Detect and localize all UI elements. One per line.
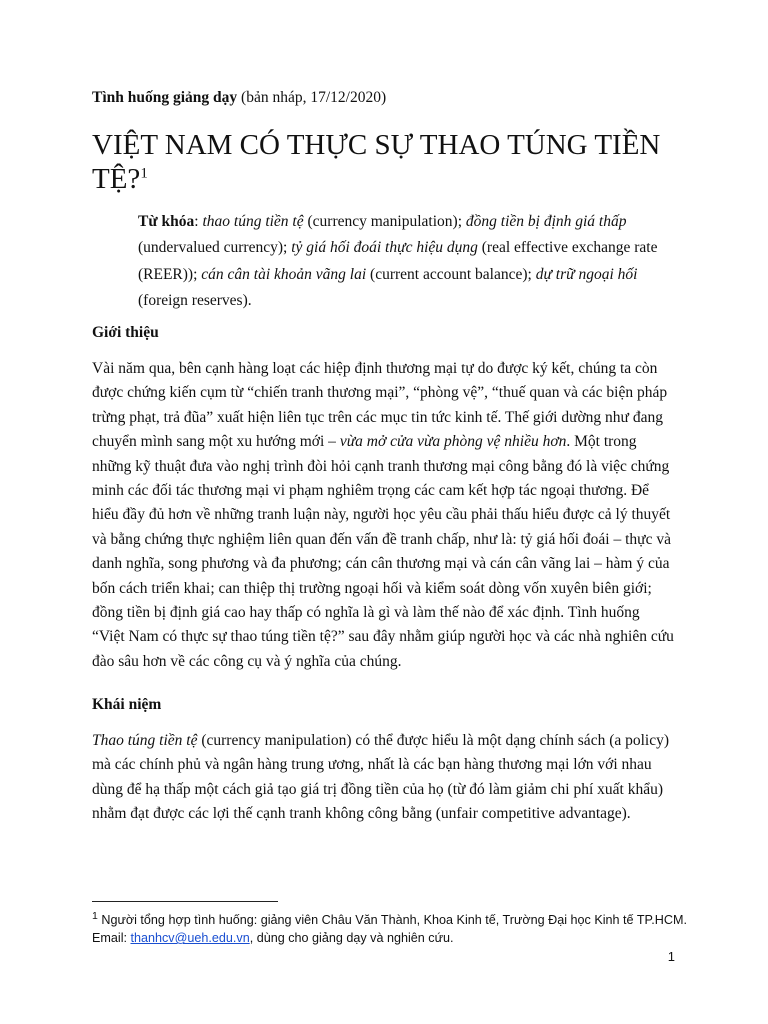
page-number: 1 (667, 949, 675, 964)
footnote-marker: 1 (92, 910, 98, 922)
footnote-divider (92, 901, 278, 902)
keyword-gloss: (current account balance); (366, 265, 536, 283)
case-label-bold: Tình huống giảng dạy (92, 89, 238, 106)
document-title (92, 128, 692, 196)
keyword-gloss: (currency manipulation); (303, 213, 466, 230)
keywords-sep: : (194, 213, 203, 230)
keyword-term: dự trữ ngoại hối (535, 265, 638, 283)
keyword-gloss: (undervalued currency); (138, 239, 292, 257)
keyword-gloss: (foreign reserves). (138, 292, 252, 310)
intro-text-italic: vừa mở cửa vừa phòng vệ nhiều hơn (339, 433, 567, 451)
concept-paragraph (92, 729, 676, 827)
keyword-gloss: (real effective exchange rate (REER)); (138, 239, 658, 283)
email-link[interactable]: thanhcv@ueh.edu.vn (130, 931, 250, 946)
concept-text: (currency manipulation) có thể được hiểu là một dạng chính sách (a policy) mà các chính phủ và ngân hàng trung ương, nhất là các bạn hàng thương mại lớn với nhau dùng để hạ thấp một cách giả tạo giá trị đồng tiền của họ (từ đó làm giảm chi phí xuất khẩu) nhằm đạt được các lợi thế cạnh tranh không công bằng (unfair competitive advantage). (92, 732, 670, 823)
intro-text-a: Vài năm qua, bên cạnh hàng loạt các hiệp định thương mại tự do được ký kết, chúng ta còn được chứng kiến cụm từ “chiến tranh thương mại”, “phòng vệ”, “thuế quan và các biện pháp trừng phạt, trả đũa” xuất hiện liên tục trên các mục tin tức kinh tế. Thế giới dường như đang chuyển mình sang một xu hướng mới – (92, 360, 668, 451)
keyword-term: tỷ giá hối đoái thực hiệu dụng (291, 239, 478, 257)
footnote-text-a: Người tổng hợp tình huống: giảng viên Châu Văn Thành, Khoa Kinh tế, Trường Đại học Kinh tế TP.HCM. Email: (92, 913, 687, 946)
title-footnote-marker: 1 (140, 165, 148, 182)
concept-term: Thao túng tiền tệ (92, 732, 198, 749)
intro-paragraph (92, 357, 676, 674)
footnote (92, 907, 692, 947)
document-title-text: VIỆT NAM CÓ THỰC SỰ THAO TÚNG TIỀN TỆ? (92, 129, 661, 195)
case-label (92, 88, 386, 108)
keyword-term: đồng tiền bị định giá thấp (465, 213, 627, 230)
section-heading-intro: Giới thiệu (92, 324, 159, 341)
intro-text-b: . Một trong những kỹ thuật đưa vào nghị trình đòi hỏi cạnh tranh thương mại công bằng đó là việc chứng minh các đối tác thương mại vi phạm nghiêm trọng các cam kết hợp tác ngoại thương. Để hiểu đầy đủ hơn về những tranh luận này, người học yêu cầu phải thấu hiểu được cả lý thuyết và bằng chứng thực nghiệm liên quan đến vấn đề tranh chấp, như là: tỷ giá hối đoái – thực và danh nghĩa, song phương và đa phương; cán cân thương mại và cán cân vãng lai – hàm ý của bốn cách triển khai; can thiệp thị trường ngoại hối và kiểm soát dòng vốn xuyên biên giới; đồng tiền bị định giá cao hay thấp có nghĩa là gì và làm thế nào để xác định. Tình huống “Việt Nam có thực sự thao túng tiền tệ?” sau đây nhằm giúp người học và các nhà nghiên cứu đào sâu hơn về các công cụ và ý nghĩa của chúng. (92, 433, 674, 670)
footnote-text-b: , dùng cho giảng dạy và nghiên cứu. (249, 931, 454, 946)
keywords-block (138, 209, 678, 315)
section-heading-concept: Khái niệm (92, 696, 162, 713)
keyword-term: thao túng tiền tệ (202, 213, 304, 230)
keywords-label: Từ khóa (138, 213, 195, 230)
case-label-draft: (bản nháp, 17/12/2020) (237, 89, 387, 106)
keyword-term: cán cân tài khoản vãng lai (201, 265, 367, 283)
